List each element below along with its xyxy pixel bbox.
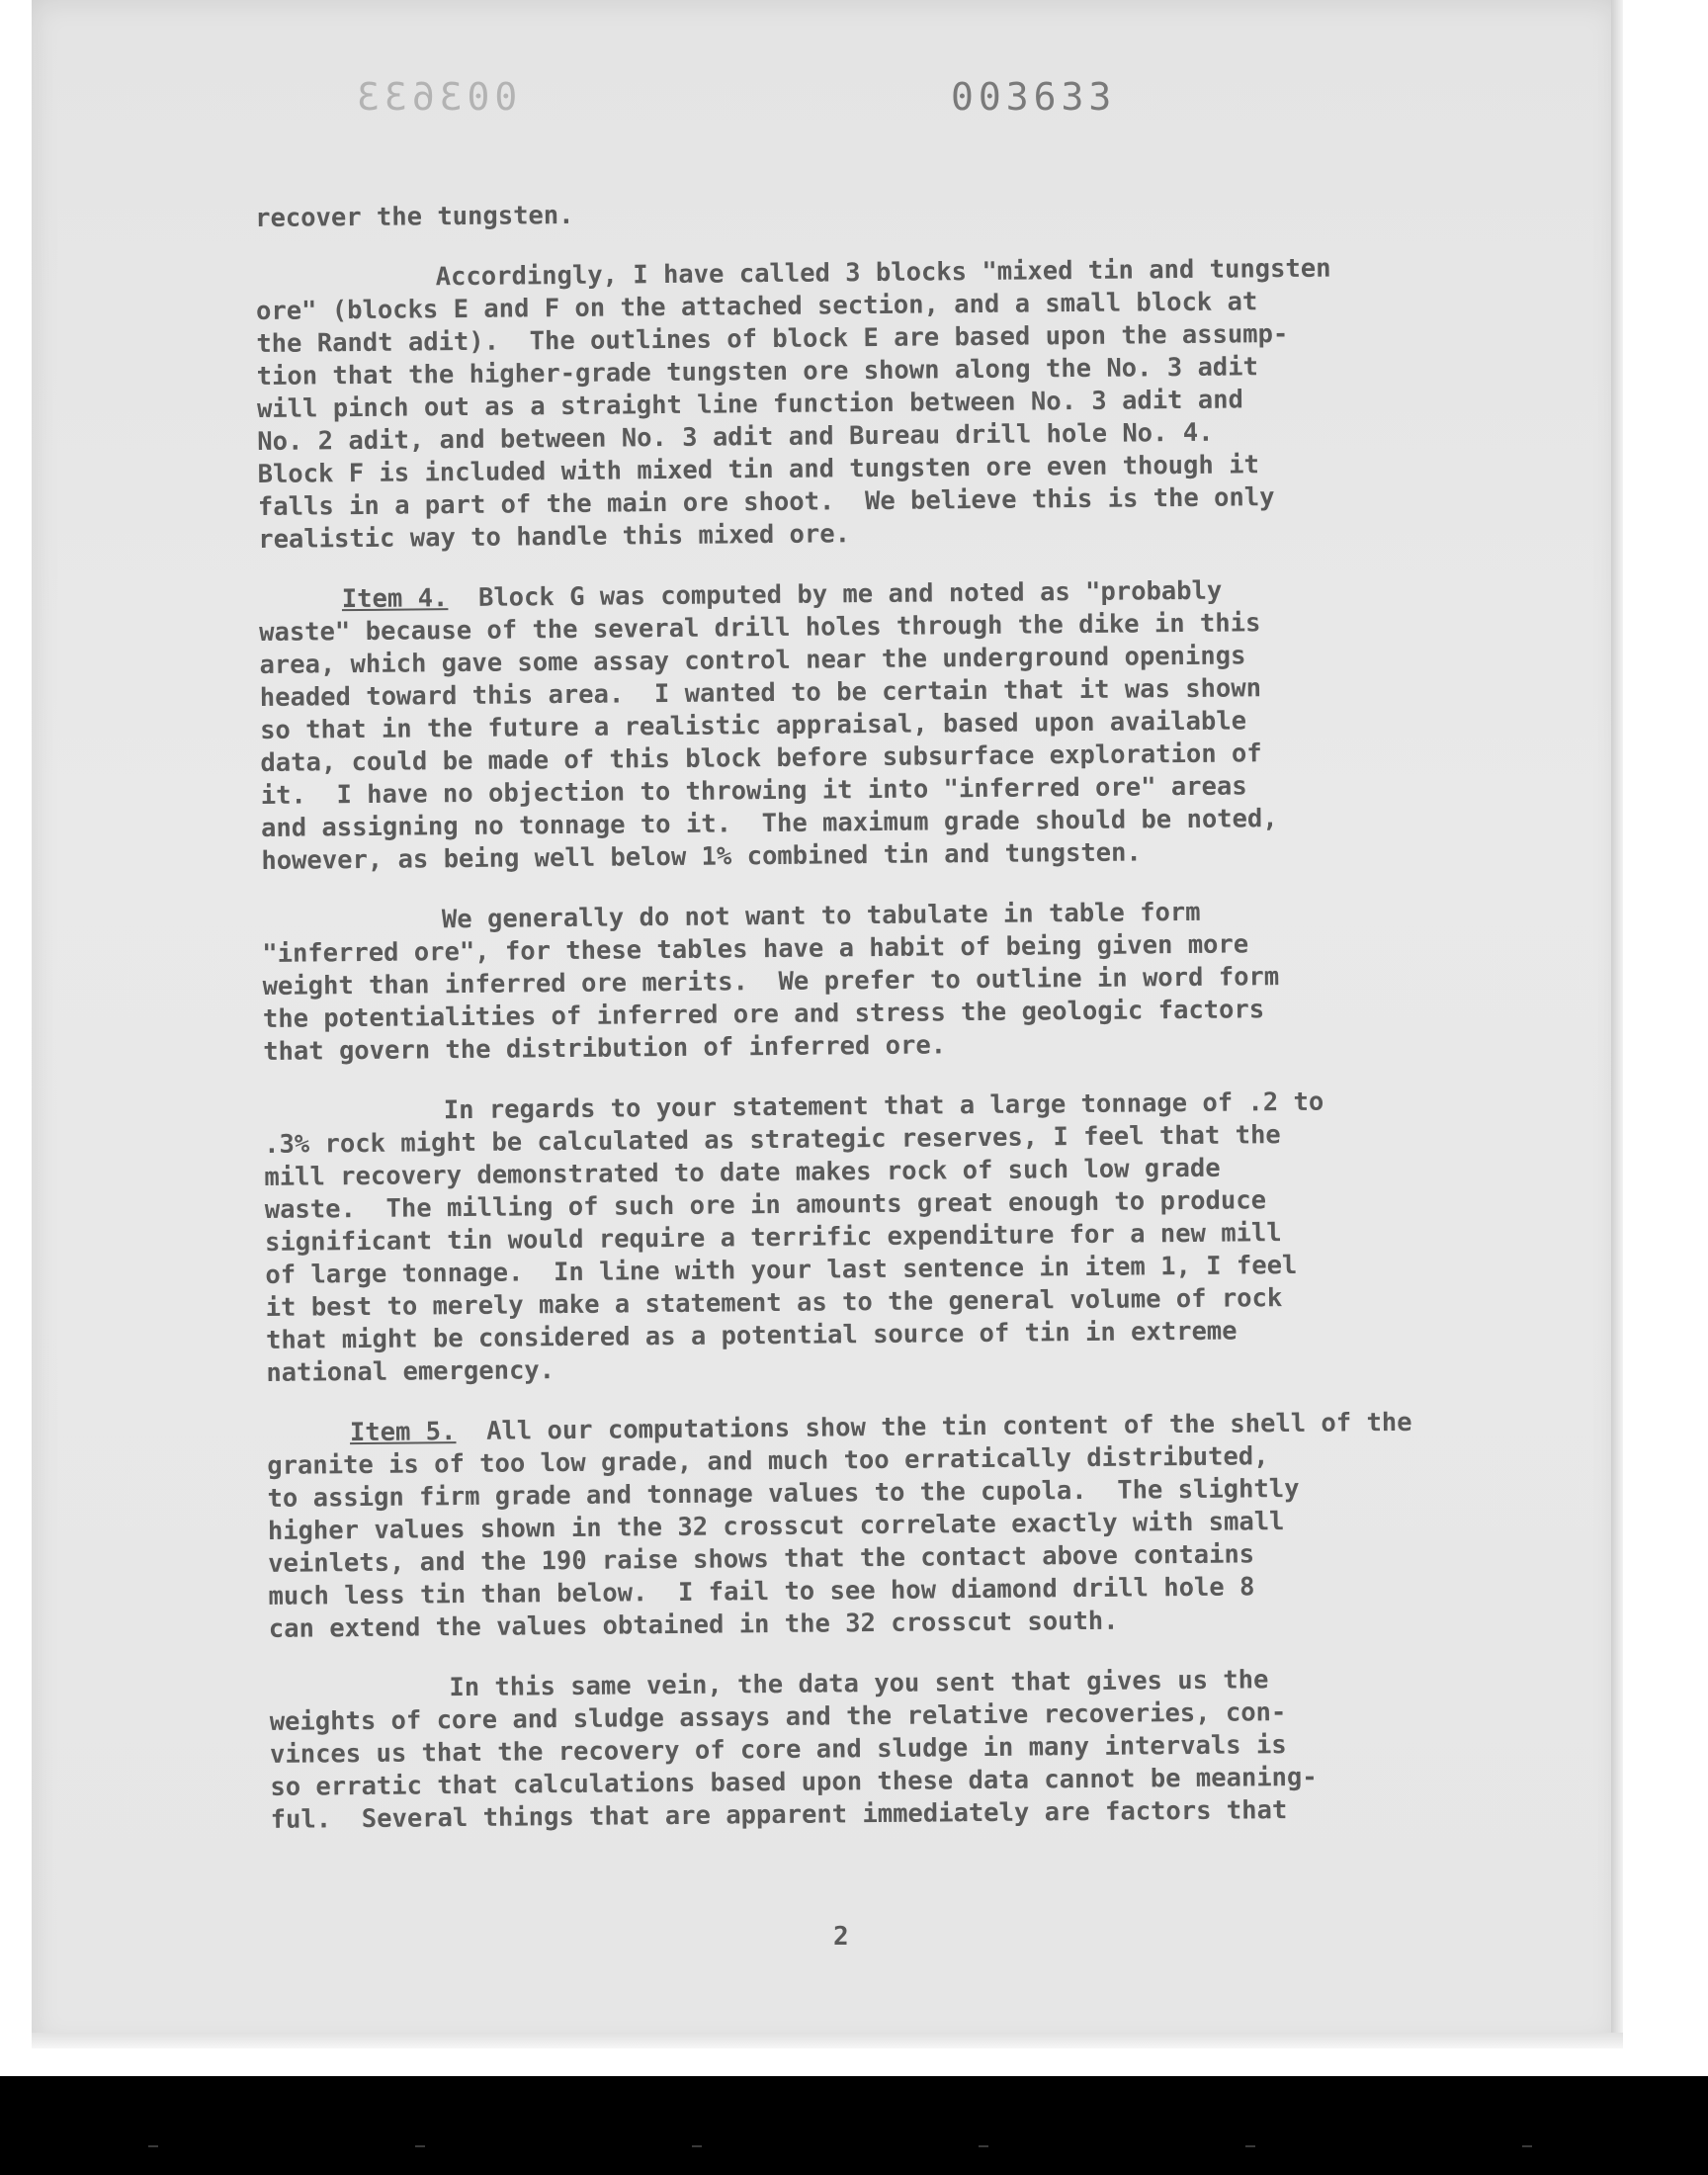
text-line: recover the tungsten. xyxy=(255,200,574,233)
paragraph xyxy=(256,251,1494,557)
text-line: ful. Several things that are apparent immediately are factors that xyxy=(270,1795,1288,1835)
text-line: tion that the higher-grade tungsten ore shown along the No. 3 adit xyxy=(256,352,1259,392)
text-line: so erratic that calculations based upon these data cannot be meaning- xyxy=(270,1762,1318,1802)
page-number: 2 xyxy=(833,1922,849,1952)
text-line: We generally do not want to tabulate in table form xyxy=(441,897,1201,935)
text-line: will pinch out as a straight line function between No. 3 adit and xyxy=(256,385,1244,424)
text-line: of large tonnage. In line with your last sentence in item 1, I feel xyxy=(265,1250,1298,1290)
text-line: granite is of too low grade, and much too erratically distributed, xyxy=(267,1441,1269,1481)
text-line: it. I have no objection to throwing it into "inferred ore" areas xyxy=(260,771,1247,811)
paragraph xyxy=(269,1662,1506,1837)
item-heading: Item 5. xyxy=(349,1417,457,1448)
paragraph xyxy=(267,1406,1504,1646)
paper-edge-right xyxy=(1611,0,1623,2046)
scan-noise-mark xyxy=(415,2145,425,2147)
paper-edge-bottom xyxy=(32,2033,1623,2048)
text-line: that might be considered as a potential source of tin in extreme xyxy=(265,1316,1238,1355)
bleed-through-document-number: 003633 xyxy=(352,75,518,119)
text-line: waste" because of the several drill holes through the dike in this xyxy=(259,608,1261,648)
text-line: to assign firm grade and tonnage values to the cupola. The slightly xyxy=(267,1473,1300,1514)
paragraph xyxy=(262,894,1499,1069)
text-line: however, as being well below 1% combined tin and tungsten. xyxy=(261,837,1142,876)
text-line: "inferred ore", for these tables have a habit of being given more xyxy=(262,929,1249,969)
text-line: weights of core and sludge assays and the relative recoveries, con- xyxy=(269,1697,1287,1737)
text-line: In regards to your statement that a large tonnage of .2 to xyxy=(443,1087,1324,1126)
paragraph xyxy=(259,572,1497,878)
scanner-bottom-band xyxy=(0,2076,1708,2175)
text-line: ore" (blocks E and F on the attached section, and a small block at xyxy=(255,287,1258,326)
text-line: Block F is included with mixed tin and tungsten ore even though it xyxy=(257,450,1260,489)
scan-noise-mark xyxy=(979,2145,988,2147)
text-line: weight than inferred ore merits. We prefer to outline in word form xyxy=(262,962,1280,1001)
text-line: realistic way to handle this mixed ore. xyxy=(258,519,851,555)
text-line: In this same vein, the data you sent that gives us the xyxy=(449,1665,1269,1703)
text-line: higher values shown in the 32 crosscut correlate exactly with small xyxy=(267,1507,1285,1546)
text-line: that govern the distribution of inferred ore. xyxy=(263,1030,947,1067)
item-heading: Item 4. xyxy=(341,583,449,615)
letter-body xyxy=(255,191,1506,1837)
text-line: can extend the values obtained in the 32 crosscut south. xyxy=(268,1606,1119,1644)
text-line: falls in a part of the main ore shoot. We believe this is the only xyxy=(257,482,1275,522)
text-line: .3% rock might be calculated as strategic reserves, I feel that the xyxy=(264,1120,1281,1160)
text-line: area, which gave some assay control near the underground openings xyxy=(259,641,1246,680)
scan-noise-mark xyxy=(1245,2145,1255,2147)
scan-noise-mark xyxy=(148,2145,158,2147)
text-line: significant tin would require a terrific expenditure for a new mill xyxy=(264,1218,1282,1258)
text-line: national emergency. xyxy=(266,1355,555,1388)
text-line: waste. The milling of such ore in amounts great enough to produce xyxy=(264,1185,1267,1225)
text-line: and assigning no tonnage to it. The maximum grade should be noted, xyxy=(260,804,1278,843)
text-line-rest: Block G was computed by me and noted as "probably xyxy=(448,575,1223,614)
scan-noise-mark xyxy=(1522,2145,1532,2147)
text-line: it best to merely make a statement as to the general volume of rock xyxy=(265,1283,1283,1323)
text-line: No. 2 adit, and between No. 3 adit and Bureau drill hole No. 4. xyxy=(257,417,1214,457)
text-line: the potentialities of inferred ore and stress the geologic factors xyxy=(262,995,1265,1034)
text-line: so that in the future a realistic appraisal, based upon available xyxy=(259,706,1247,745)
paragraph xyxy=(264,1085,1502,1390)
document-number: 003633 xyxy=(951,75,1117,119)
text-line: mill recovery demonstrated to date makes rock of such low grade xyxy=(264,1153,1221,1192)
text-line-rest: All our computations show the tin content of the shell of the xyxy=(456,1407,1412,1447)
text-line: much less tin than below. I fail to see how diamond drill hole 8 xyxy=(268,1572,1255,1611)
text-line: data, could be made of this block before subsurface exploration of xyxy=(260,739,1262,778)
text-line: headed toward this area. I wanted to be certain that it was shown xyxy=(259,673,1262,713)
text-line: Accordingly, I have called 3 blocks "mixed tin and tungsten xyxy=(435,253,1331,293)
scan-noise-mark xyxy=(692,2145,702,2147)
text-line: veinlets, and the 190 raise shows that the contact above contains xyxy=(268,1539,1255,1579)
text-line: vinces us that the recovery of core and sludge in many intervals is xyxy=(269,1730,1287,1770)
text-line: the Randt adit). The outlines of block E are based upon the assump- xyxy=(256,318,1289,359)
